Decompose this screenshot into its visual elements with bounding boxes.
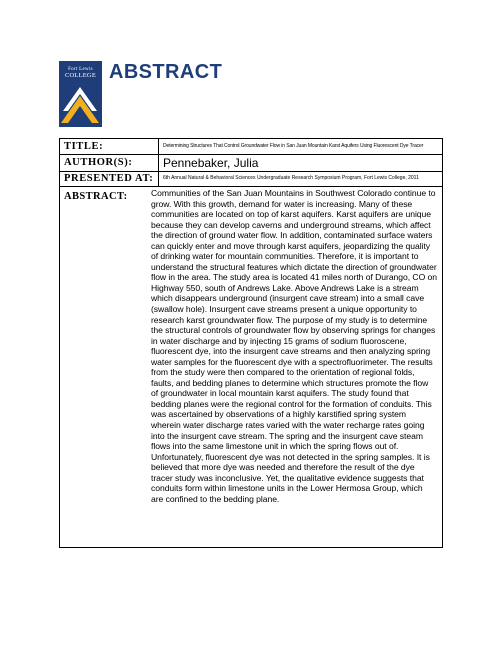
author-label: AUTHOR(S): [64,157,133,168]
logo-line-1: Fort Lewis [68,67,93,72]
logo-line-2: COLLEGE [64,72,96,79]
column-divider [158,139,159,154]
presented-value: 6th Annual Natural & Behavioral Sciences Undergraduate Research Symposium Program, Fort Lewis College, 2011 [163,175,419,181]
title-row [60,139,442,155]
author-row [60,154,442,172]
title-value: Determining Structures That Control Groundwater Flow in San Juan Mountain Karst Aquifers Using Fluorescent Dye Tracer [163,143,424,149]
abstract-label: ABSTRACT: [64,191,128,202]
column-divider [158,171,159,186]
title-label: TITLE: [64,141,104,152]
college-logo [59,61,102,127]
author-value: Pennebaker, Julia [163,156,259,170]
abstract-text: Communities of the San Juan Mountains in Southwest Colorado continue to grow. With this growth, demand for water is increasing. Many of these communities are located on top of karst aquifers. Karst aquifers are unique because they can develop caverns and underground streams, which affect the direction of ground water flow. In addition, contaminated surface waters can quickly enter and move through karst aquifers, jeopardizing the quality of drinking water for mountain communities. Therefore, it is important to understand the structural features which dictate the direction of groundwater flow in the area. The study area is located 41 miles north of Durango, CO on Highway 550, south of Andrews Lake. Above Andrews Lake is a stream which disappears underground (insurgent cave stream) into a small cave (swallow hole). Insurgent cave streams present a unique opportunity to research karst groundwater flow. The purpose of my study is to determine the structural controls of groundwater flow by observing springs for changes in water discharge and by injecting 15 grams of sodium fluoroscene, fluorescent dye, into the insurgent cave streams and then analyzing spring water samples for the fluorescent dye with a spectrofluorimeter. The results from the study were then compared to the orientation of regional folds, faults, and bedding planes to determine which structures promote the flow of groundwater in local mountain karst aquifers. The study found that bedding planes were the regional control for the formation of conduits. This was ascertained by observations of a highly karstified spring system wherein water discharge rates varied with the water recharge rates going into the insurgent cave stream. The spring and the insurgent cave steam flows into the same limestone unit in which the spring flows out of. Unfortunately, fluorescent dye was not detected in the spring samples. It is believed that more dye was needed and therefore the result of the dye tracer study was inconclusive. Yet, the qualitative evidence suggests that conduits form within limestone units in the Lower Hermosa Group, which are confined to the bedding plane. [151,188,438,504]
abstract-table [59,138,443,548]
column-divider [158,154,159,171]
presented-label: PRESENTED AT: [64,173,154,184]
mountain-chevron-icon [59,79,102,127]
presented-row [60,171,442,187]
page-heading: ABSTRACT [109,61,223,83]
